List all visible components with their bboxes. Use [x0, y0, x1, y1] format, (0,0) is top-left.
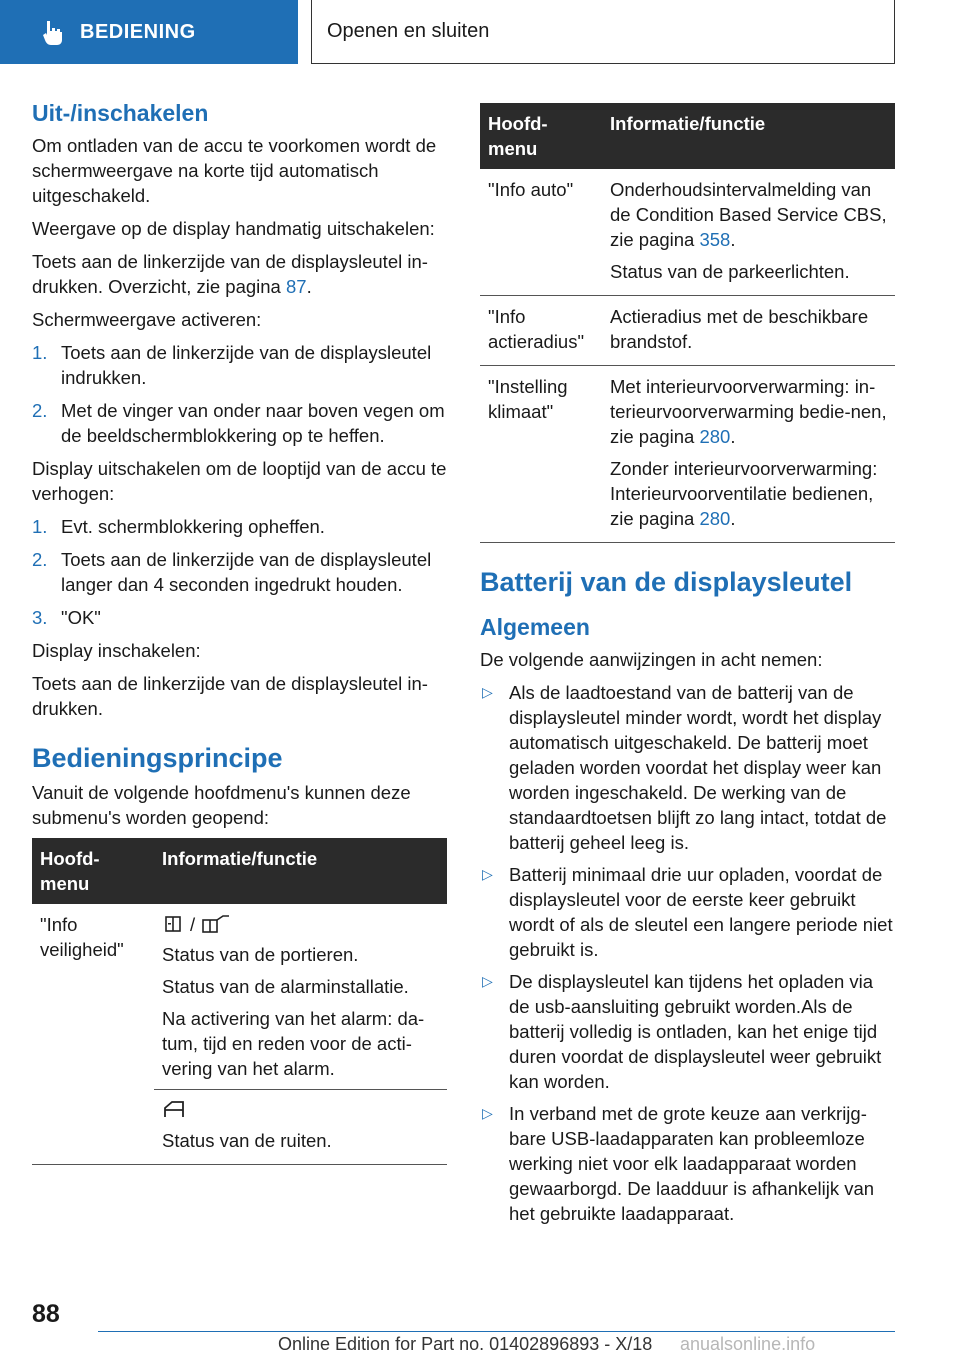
- list-item: ▷ De displaysleutel kan tijdens het opladen via de usb-aansluiting gebruikt worden.Als de batterij volledig is ontladen, kan het enige tijd duren voordat de displaysleutel weer gebruikt kan worden.: [482, 971, 882, 1092]
- step-number: 2.: [32, 549, 48, 570]
- window-status-icons: [162, 1098, 439, 1122]
- steps-list: [32, 340, 447, 448]
- info-cell: [154, 904, 447, 1165]
- watermark: anualsonline.info: [680, 1334, 816, 1354]
- page-link[interactable]: 280: [699, 508, 731, 529]
- paragraph: De volgende aanwijzingen in acht nemen:: [480, 649, 823, 670]
- step-item: 1. Toets aan de linkerzijde van de displaysleutel indrukken.: [32, 342, 432, 388]
- page-link[interactable]: 87: [286, 276, 307, 297]
- step-number: 3.: [32, 607, 48, 628]
- door-status-icons: [162, 912, 439, 936]
- table-row: [32, 904, 447, 1165]
- paragraph: Weergave op de display handmatig uitschakelen:: [32, 218, 435, 239]
- step-item: 1. Evt. schermblokkering opheffen.: [32, 516, 325, 537]
- heading-batterij: Batterij van de displaysleutel: [480, 567, 853, 597]
- menu-cell: "Info auto": [480, 169, 602, 296]
- table-header-row: [480, 103, 895, 169]
- info-cell: [602, 366, 895, 543]
- step-number: 1.: [32, 342, 48, 363]
- info-cell: [602, 169, 895, 296]
- paragraph: Toets aan de linkerzijde van de displaysleutel in-drukken.: [32, 673, 428, 719]
- table-row: [480, 366, 895, 543]
- paragraph: Vanuit de volgende hoofdmenu's kunnen deze submenu's worden geopend:: [32, 782, 411, 828]
- right-column: [480, 103, 895, 1233]
- step-number: 2.: [32, 400, 48, 421]
- steps-list: [32, 514, 447, 630]
- pointing-hand-icon: [38, 17, 68, 47]
- section-tab: [0, 0, 298, 64]
- menu-cell: "Info actieradius": [480, 296, 602, 366]
- icon-separator: /: [190, 913, 196, 935]
- column-header-menu: Hoofd-menu: [480, 103, 602, 169]
- column-header-info: Informatie/functie: [602, 103, 895, 169]
- info-cell: [602, 296, 895, 366]
- menu-cell: "Info veiligheid": [32, 904, 154, 1165]
- info-text: Na activering van het alarm: da-tum, tijd en reden voor de acti-vering van het alarm.: [162, 1008, 425, 1079]
- column-header-menu: Hoofd-menu: [32, 838, 154, 904]
- step-item: 2. Toets aan de linkerzijde van de displaysleutel langer dan 4 seconden ingedrukt houden.: [32, 549, 432, 595]
- paragraph: Toets aan de linkerzijde van de displaysleutel in-drukken. Overzicht, zie pagina 87.: [32, 251, 428, 297]
- step-item: 3. "OK": [32, 607, 101, 628]
- page-number: 88: [32, 1300, 60, 1328]
- window-icon: [162, 1099, 186, 1121]
- triangle-bullet-icon: ▷: [482, 684, 493, 700]
- heading-algemeen: Algemeen: [480, 614, 590, 640]
- list-item: ▷ In verband met de grote keuze aan verkrijg-bare USB-laadapparaten kan probleemloze werking niet voor elk laadapparaat worden gewaarborgd. De laadduur is afhankelijk van het gebruikte laadapparaat.: [482, 1103, 875, 1224]
- list-item: ▷ Batterij minimaal drie uur opladen, voordat de displaysleutel voor de eerste keer gebruikt wordt of als de sleutel een langere periode niet gebruikt is.: [482, 864, 893, 960]
- list-item: ▷ Als de laadtoestand van de batterij van de displaysleutel minder wordt, wordt het display automatisch uitgeschakeld. De batterij moet geladen worden voordat het display weer kan worden ingeschakeld. De werking van de standaardtoetsen blijft zo lang intact, totdat de batterij geheel leeg is.: [482, 682, 887, 853]
- left-column: [32, 100, 447, 1165]
- paragraph: Display uitschakelen om de looptijd van de accu te verhogen:: [32, 458, 447, 504]
- table-header-row: [32, 838, 447, 904]
- section-label: BEDIENING: [80, 20, 196, 43]
- info-text: Status van de alarminstallatie.: [162, 976, 409, 997]
- door-open-icon: [201, 914, 231, 934]
- heading-bedieningsprincipe: Bedieningsprincipe: [32, 743, 283, 773]
- triangle-bullet-icon: ▷: [482, 973, 493, 989]
- table-row: [480, 296, 895, 366]
- info-text: Actieradius met de beschikbare brandstof.: [610, 306, 869, 352]
- menu-cell: "Instelling klimaat": [480, 366, 602, 543]
- footer-divider: [98, 1331, 895, 1332]
- info-text: Status van de parkeerlichten.: [610, 261, 850, 282]
- paragraph: Schermweergave activeren:: [32, 309, 262, 330]
- column-header-info: Informatie/functie: [154, 838, 447, 904]
- page-link[interactable]: 358: [699, 229, 731, 250]
- door-closed-icon: [162, 914, 184, 934]
- heading-uit-inschakelen: Uit-/inschakelen: [32, 100, 209, 126]
- triangle-bullet-icon: ▷: [482, 1105, 493, 1121]
- info-text: Met interieurvoorverwarming: in-terieurvoorverwarming bedie-nen, zie pagina 280.: [610, 376, 887, 447]
- triangle-bullet-icon: ▷: [482, 866, 493, 882]
- bullet-list: [480, 680, 895, 1226]
- step-item: 2. Met de vinger van onder naar boven vegen om de beeldschermblokkering op te heffen.: [32, 400, 445, 446]
- info-text: Onderhoudsintervalmelding van de Condition Based Service CBS, zie pagina 358.: [610, 179, 887, 250]
- step-number: 1.: [32, 516, 48, 537]
- info-text: Zonder interieurvoorverwarming: Interieurvoorventilatie bedienen, zie pagina 280.: [610, 458, 878, 529]
- info-text: Status van de portieren.: [162, 944, 359, 965]
- page-link[interactable]: 280: [699, 426, 731, 447]
- chapter-title: Openen en sluiten: [311, 0, 895, 64]
- info-text: Status van de ruiten.: [162, 1130, 332, 1151]
- paragraph: Om ontladen van de accu te voorkomen wordt de schermweergave na korte tijd automatisch uitgeschakeld.: [32, 135, 437, 206]
- table-row: [480, 169, 895, 296]
- menu-table: [32, 838, 447, 1165]
- menu-table: [480, 103, 895, 543]
- paragraph: Display inschakelen:: [32, 640, 201, 661]
- footer-edition: Online Edition for Part no. 01402896893 - X/18: [278, 1334, 653, 1354]
- divider: [154, 1089, 447, 1090]
